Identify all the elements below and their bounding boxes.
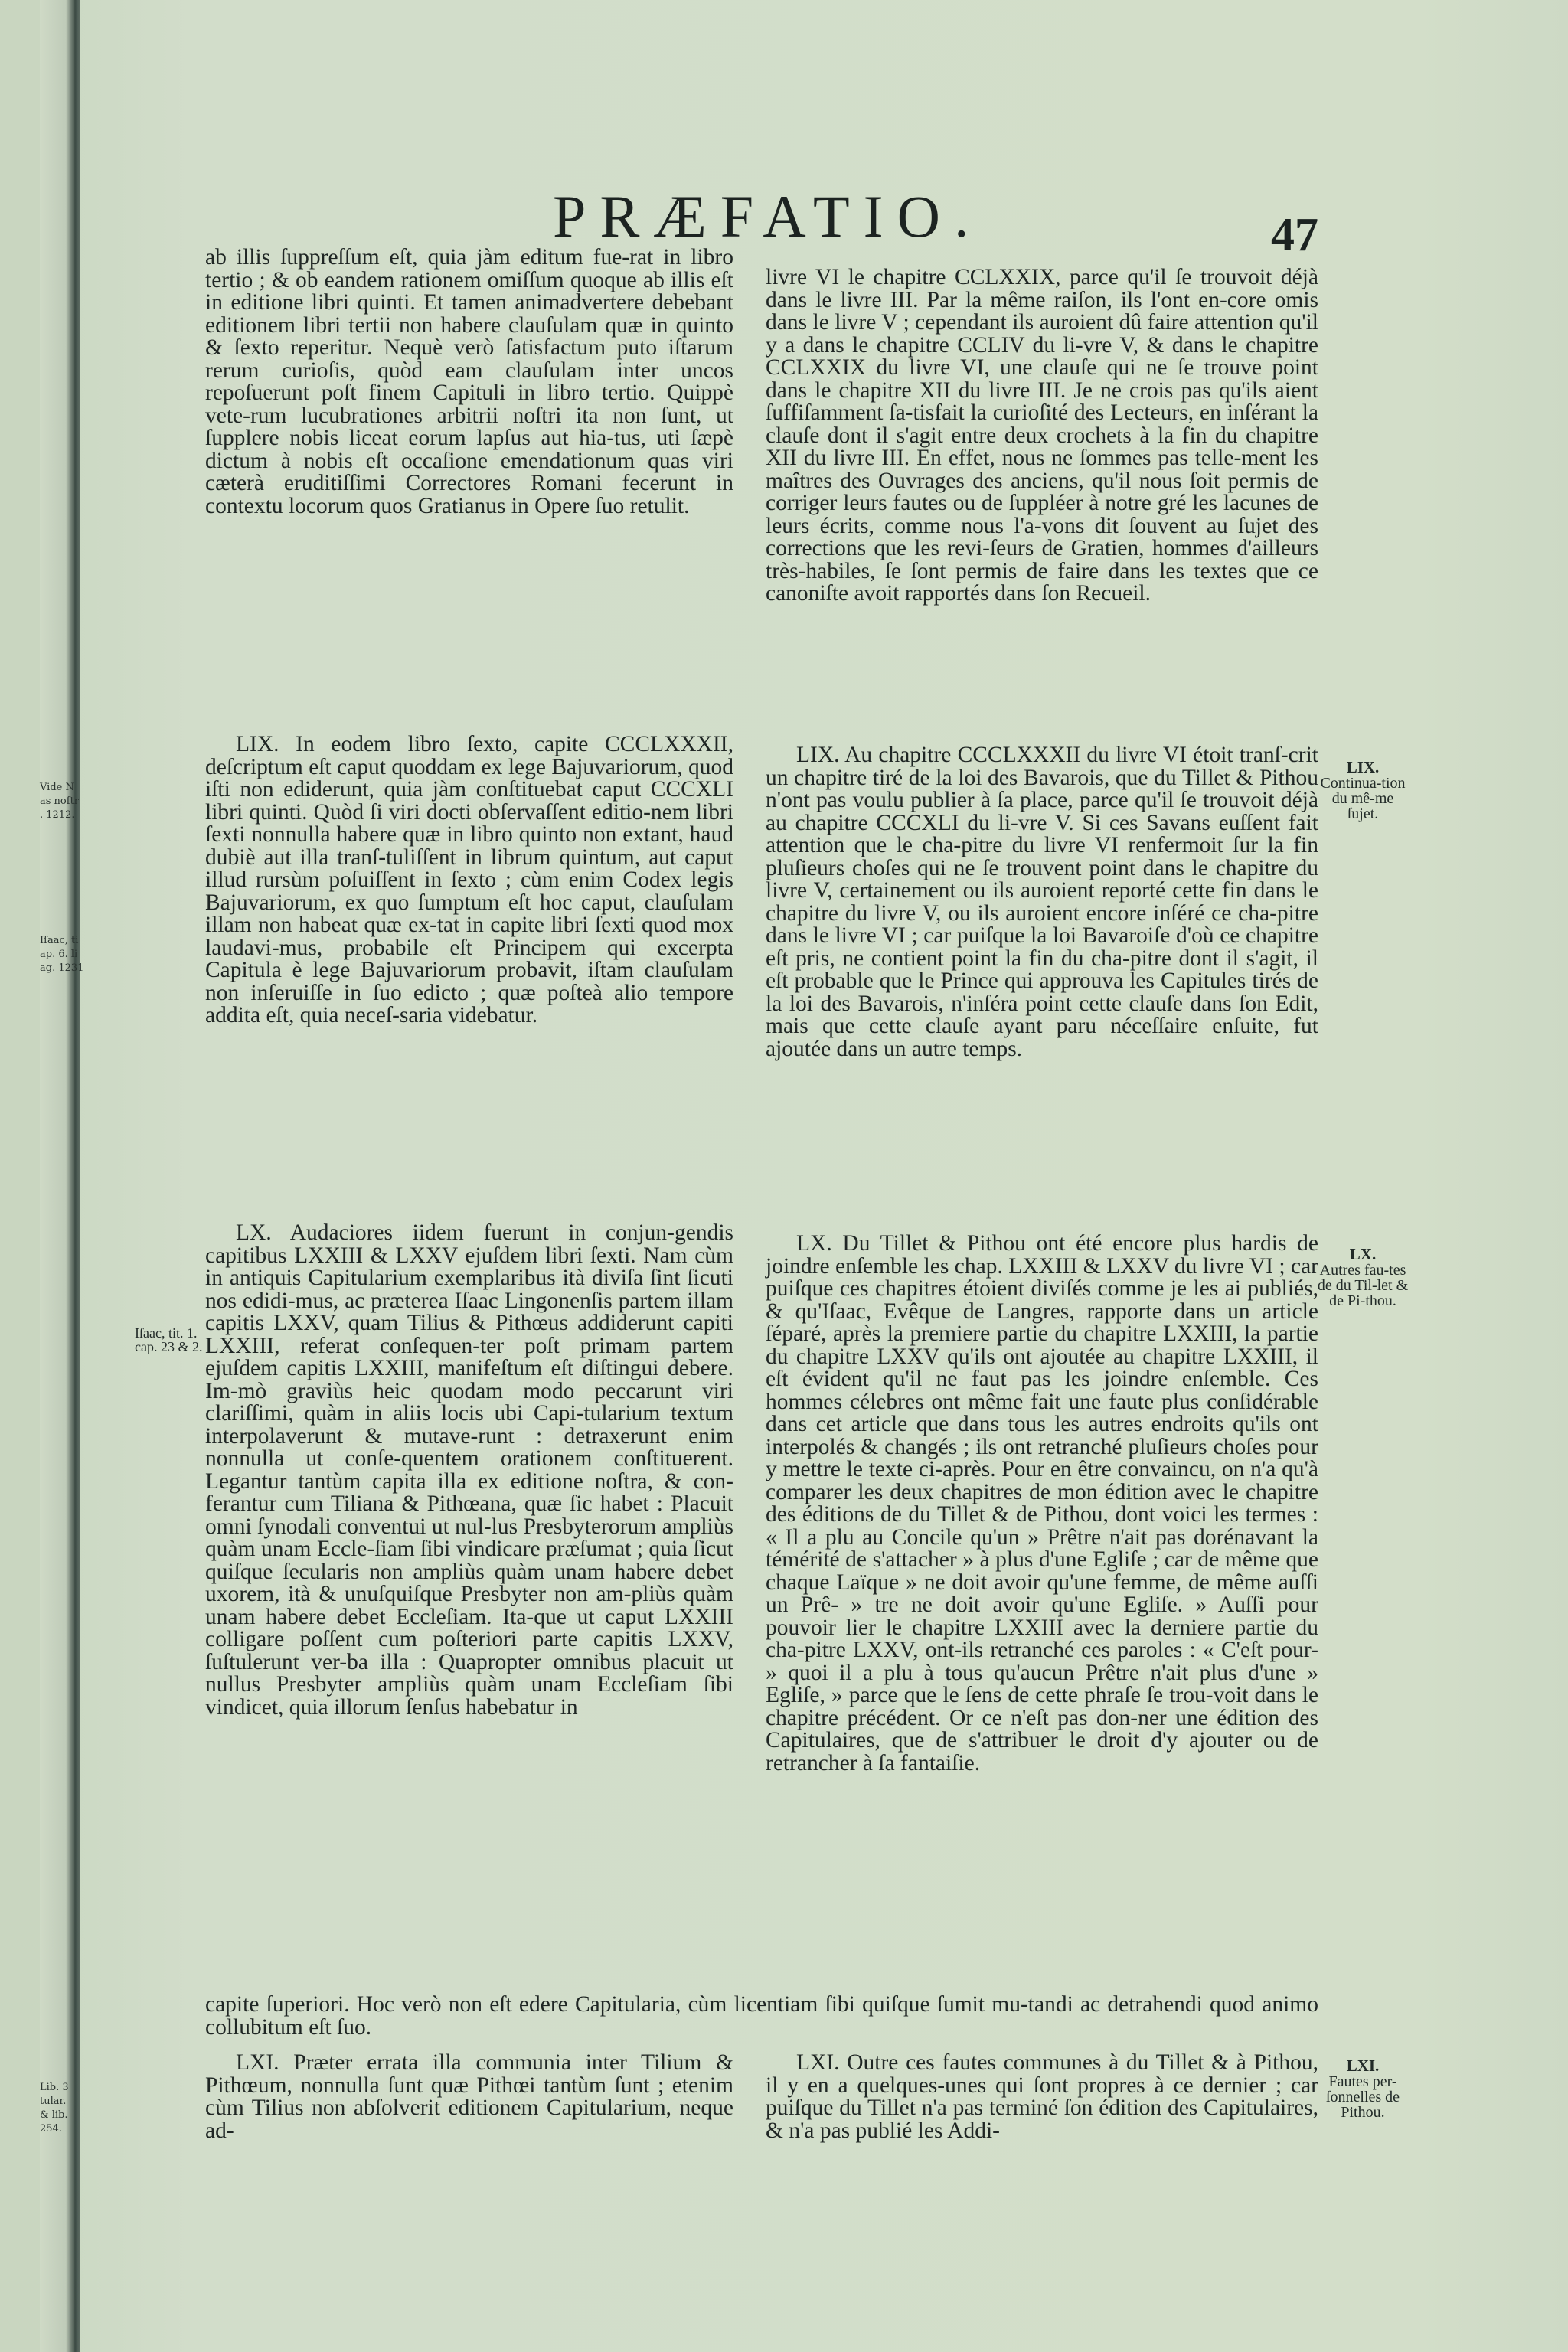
full-width-paragraph: capite ſuperiori. Hoc verò non eſt edere Capitularia, cùm licentiam ſibi quiſque ſumit mu-tandi ac detrahendi quod animo collubitum eſt ſuo. (205, 1992, 1318, 2040)
side-note-number: LIX. (1346, 758, 1380, 776)
french-paragraph-lix: LIX. Au chapitre CCCLXXXII du livre VI étoit tranſ-crit un chapitre tiré de la loi des Bavarois, que du Tillet & Pithou n'ont pas voulu publier à ſa place, parce qu'il ſe trouvoit déjà au chapitre CCCXLI du li-vre V. Si ces Savans euſſent fait attention que le cha-pitre du livre VI renfermoit ſur la fin pluſieurs choſes qui ne ſe trouvent point dans le chapitre du livre V, certainement ou ils auroient reporté cette fin dans le chapitre du livre V, ou ils auroient encore inſéré ce cha-pitre dans le livre VI ; car puiſque la loi Bavaroiſe d'où ce chapitre eſt pris, ne contient point la fin du cha-pitre dont il s'agit, il eſt probable que le Prince qui approuva les Capitules tirés de la loi des Bavarois, n'inſéra point cette clauſe dans ſon Edit, mais que cette clauſe ayant paru néceſſaire enſuite, fut ajoutée dans un autre temps. (766, 743, 1318, 1061)
french-column-lix (766, 744, 1318, 1060)
side-note-lxi (1317, 2058, 1409, 2120)
latin-paragraph-lx: LX. Audaciores iidem fuerunt in conjun-gendis capitibus LXXIII & LXXV ejuſdem libri ſexti. Nam cùm in antiquis Capitularium exemplaribus ità diviſa ſint ſicuti nos edidi-mus, ac præterea Iſaac Lingonenſis partem illam capitis LXXV, quam Tilius & Pithœus addiderunt capiti LXXIII, referat conſequen-ter poſt primam partem ejuſdem capitis LXXIII, manifeſtum eſt diſtingui debere. Im-mò graviùs heic quodam modo peccarunt viri clariſſimi, quàm in aliis locis ubi Capi-tularium textum interpolaverunt & mutave-runt : detraxerunt enim nonnulla ut conſe-quentem orationem conſtituerent. Legantur tantùm capita illa ex editione noſtra, & con-ferantur cum Tiliana & Pithœana, quæ ſic habet : Placuit omni ſynodali conventui ut nul-lus Presbyterorum ampliùs quàm unam Eccle-ſiam ſibi vindicare præſumat ; quia ſicut quiſque ſecularis non ampliùs quàm unam habere debet uxorem, ità & unuſquiſque Presbyter non am-pliùs quàm unam habere debet Eccleſiam. Ita-que ut caput LXXIII colligare poſſent cum poſteriori parte capitis LXXV, ſuſtulerunt ver-ba illa : Quapropter omnibus placuit ut nullus Presbyter ampliùs quàm unam Eccleſiam ſibi vindicet, quia illorum ſenſus habebatur in (205, 1220, 733, 1720)
french-column-lx (766, 1233, 1318, 1775)
latin-paragraph-continued: ab illis ſuppreſſum eſt, quia jàm editum fue-rat in libro tertio ; & ob eandem rationem omiſſum quoque ab illis eſt in editione libri quinti. Et tamen animadvertere debebant editionem libri tertii non habere clauſulam quæ in quinto & ſexto reperitur. Nequè verò ſatisfactum puto iſtarum rerum curioſis, quòd eam clauſulam inter uncos repoſuerunt poſt finem Capituli in libro tertio. Quippè vete-rum lucubrationes arbitrii noſtri ita non ſunt, ut ſupplere nobis liceat eorum lapſus aut hia-tus, uti ſæpè dictum à nobis eſt occaſione emendationum quas viri cæterà eruditiſſimi Correctores Romani fecerunt in contextu locorum quos Gratianus in Opere ſuo retulit. (205, 245, 733, 518)
latin-column-lxi (205, 2052, 733, 2142)
side-note-text: Continua-tion du mê-me ſujet. (1320, 775, 1406, 822)
page-number: 47 (1271, 209, 1318, 261)
side-note-text: Autres fau-tes de du Til-let & de Pi-thou. (1317, 1262, 1409, 1309)
left-margin-note: Iſaac, tit. 1. cap. 23 & 2. (135, 1325, 203, 1354)
french-paragraph-lxi: LXI. Outre ces fautes communes à du Tillet & à Pithou, il y en a quelques-unes qui ſont propres à ce dernier ; car puiſque du Tillet n'a pas terminé ſon édition des Capitulaires, & n'a pas publié les Addi- (766, 2050, 1318, 2143)
latin-column-top (205, 247, 733, 518)
french-column-top (766, 266, 1318, 606)
latin-column-lix (205, 733, 733, 1027)
edge-note-3: Lib. 3 tular. & lib. 254. (40, 2082, 69, 2135)
page-gutter (40, 0, 84, 2352)
latin-column-lx (205, 1222, 733, 1719)
latin-paragraph-lix: LIX. In eodem libro ſexto, capite CCCLXXXII, deſcriptum eſt caput quoddam ex lege Bajuvariorum, quod iſti non ediderunt, quia jàm conſtituebat caput CCCXLI libri quinti. Quòd ſi viri docti obſervaſſent editio-nem libri ſexti nonnulla habere quæ in libro quinto non extant, haud dubiè aut illa tranſ-tuliſſent in librum quintum, aut caput illud rursùm poſuiſſent in ſexto ; cùm enim Codex legis Bajuvariorum, ex quo ſumptum eſt hoc caput, clauſulam illam non habeat quæ ex-tat in capite libri ſexti quod mox laudavi-mus, probabile eſt Principem qui excerpta Capitula è lege Bajuvariorum probavit, iſtam clauſulam non inſeruiſſe in ſuo edicto ; quæ poſteà alio tempore addita eſt, quia neceſ-saria videbatur. (205, 732, 733, 1027)
side-note-text: Fautes per-ſonnelles de Pithou. (1325, 2073, 1400, 2121)
side-note-lix (1317, 760, 1409, 822)
page-title: PRÆFATIO. (553, 183, 983, 250)
edge-note-1: Vide N as noſtr . 1212. (40, 782, 80, 821)
french-paragraph-lx: LX. Du Tillet & Pithou ont été encore plus hardis de joindre enſemble les chap. LXXIII & LXXV du livre VI ; car puiſque ces chapitres étoient diviſés comme je les ai publiés, & qu'Iſaac, Evêque de Langres, rapporte dans un article ſéparé, après la premiere partie du chapitre LXXIII, la partie du chapitre LXXV qu'ils ont ajoutée au chapitre LXXIII, il eſt évident qu'il ne faut pas les joindre enſemble. Ces hommes célebres ont même fait une faute plus conſidérable dans cet article que dans tous les autres endroits qu'ils ont interpolés & changés ; ils ont retranché pluſieurs choſes pour y mettre le texte ci-après. Pour en être convaincu, on n'a qu'à comparer les deux chapitres de mon édition avec le chapitre des éditions de du Tillet & de Pithou, dont voici les termes : « Il a plu au Concile qu'un » Prêtre n'ait pas dorénavant la témérité de s'attacher » à plus d'une Egliſe ; car de même que chaque Laïque » ne doit avoir qu'une femme, de même auſſi un Prê- » tre ne doit avoir qu'une Egliſe. » Auſſi pour pouvoir lier le chapitre LXXIII avec la derniere partie du cha-pitre LXXV, ont-ils retranché ces paroles : « C'eſt pour- » quoi il a plu à tous qu'aucun Prêtre n'ait plus d'une » Egliſe, » parce que le ſens de cette phraſe ſe trou-voit dans le chapitre précédent. Or ce n'eſt pas don-ner une édition des Capitulaires, que de s'attribuer le droit d'y ajouter ou de retrancher à ſa fantaiſie. (766, 1231, 1318, 1775)
french-column-lxi (766, 2052, 1318, 2142)
side-note-lx (1317, 1246, 1409, 1308)
side-note-number: LXI. (1346, 2056, 1380, 2075)
latin-paragraph-lxi: LXI. Præter errata illa communia inter Tilium & Pithœum, nonnulla ſunt quæ Pithœi tantùm ſunt ; etenim cùm Tilius non abſolverit editionem Capitularium, neque ad- (205, 2050, 733, 2143)
edge-note-2: Iſaac, ti ap. 6. li ag. 1231 (40, 935, 84, 974)
full-width-line (205, 1994, 1318, 2039)
french-paragraph-continued: livre VI le chapitre CCLXXIX, parce qu'il ſe trouvoit déjà dans le livre III. Par la même raiſon, ils l'ont en-core omis dans le livre V ; cependant ils auroient dû faire attention qu'il y a dans le chapitre CCLIV du li-vre V, & dans le chapitre CCLXXIX du livre VI, une clauſe qui ne ſe trouve point dans le chapitre XII du livre III. Je ne crois pas qu'ils aient ſuffiſamment ſa-tisfait la curioſité des Lecteurs, en inſérant la clauſe dont il s'agit entre deux crochets à la fin du chapitre XII du livre III. En effet, nous ne ſommes pas telle-ment les maîtres des Ouvrages des anciens, qu'il nous ſoit permis de corriger leurs fautes ou de ſuppléer à notre gré les lacunes de leurs écrits, comme nous l'a-vons dit ſouvent au ſujet des corrections que les revi-ſeurs de Gratien, hommes d'ailleurs très-habiles, ſe ſont permis de faire dans les textes que ce canoniſte avoit rapportés dans ſon Recueil. (766, 265, 1318, 606)
side-note-number: LX. (1349, 1245, 1377, 1263)
